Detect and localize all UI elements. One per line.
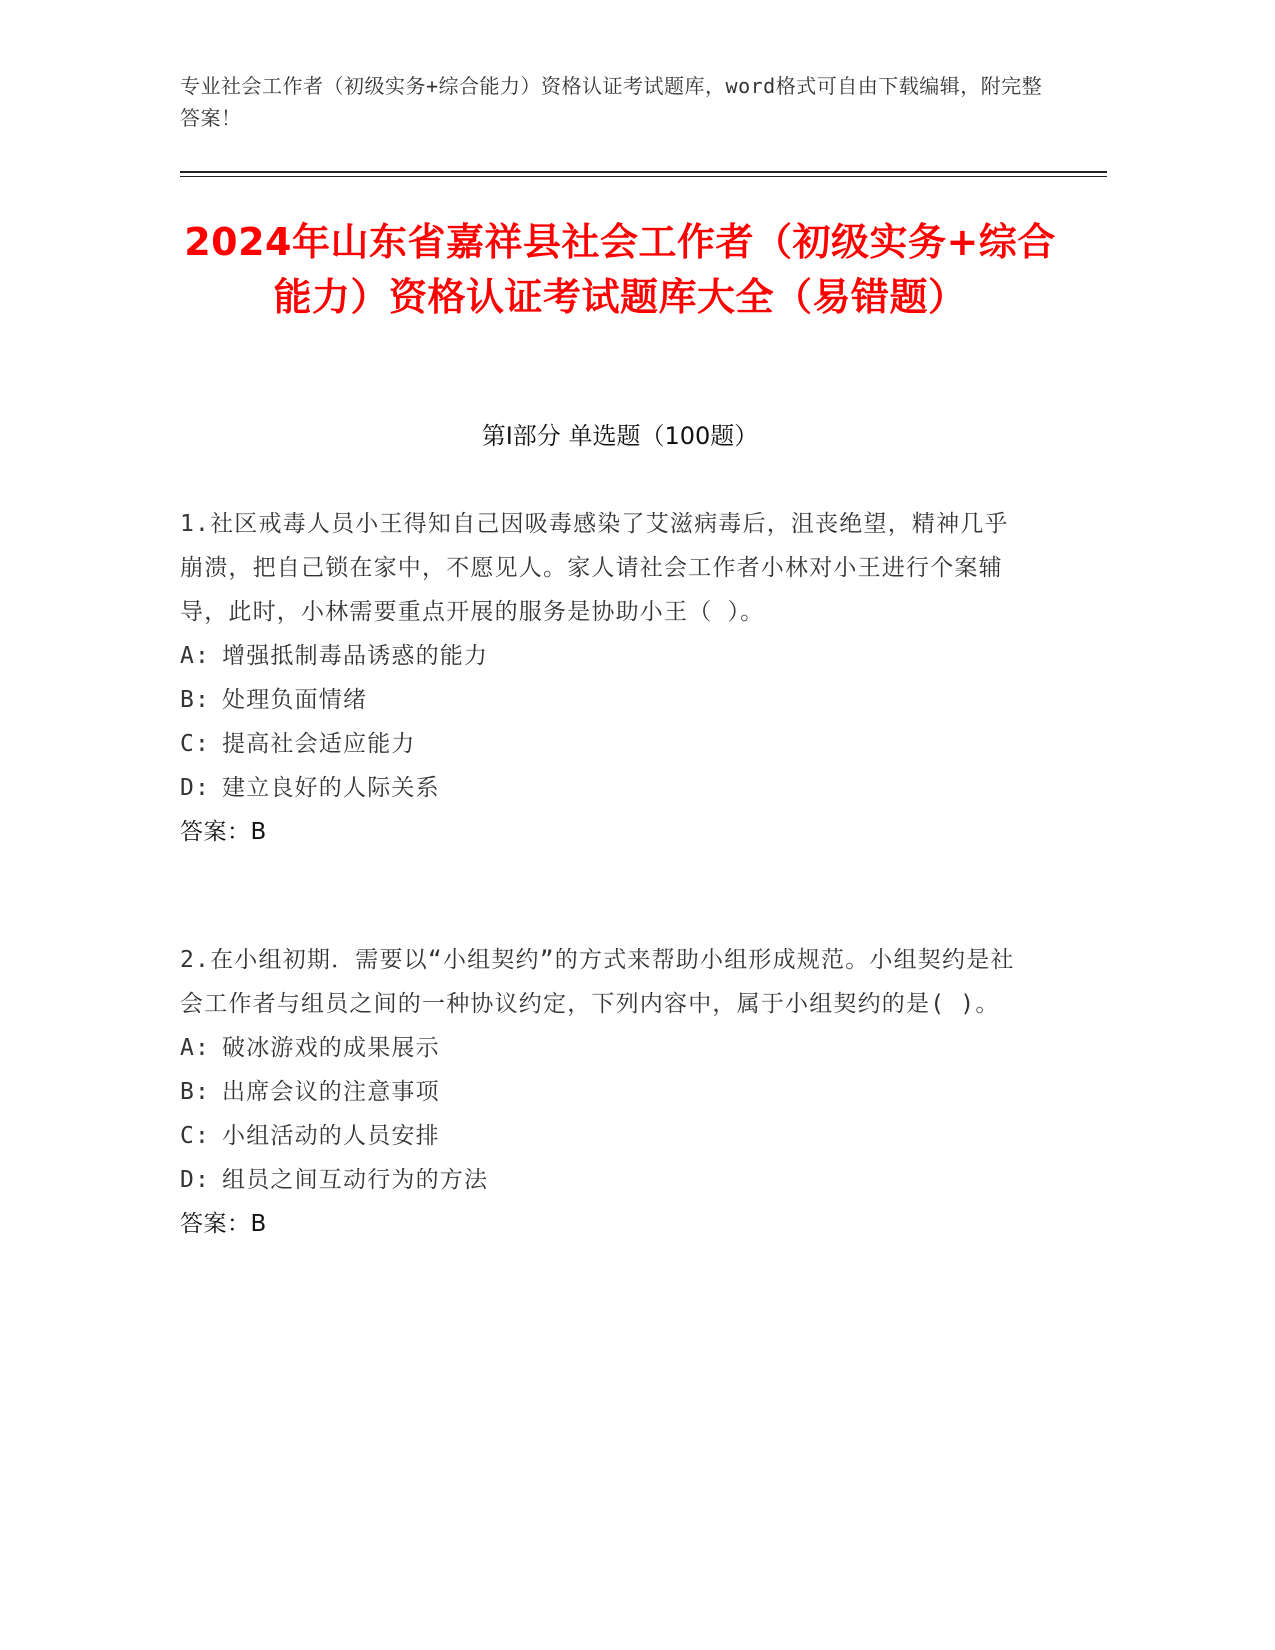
section-heading: 第I部分 单选题（100题）	[481, 422, 759, 450]
option-d	[180, 1158, 1020, 1202]
question-1	[180, 502, 1020, 854]
option-text: 增强抵制毒品诱惑的能力	[222, 643, 489, 669]
option-d	[180, 766, 1020, 810]
option-letter: B:	[180, 687, 211, 713]
header-note: 专业社会工作者（初级实务+综合能力）资格认证考试题库，word格式可自由下载编辑，附完整答案！	[180, 74, 1043, 130]
option-letter: C:	[180, 731, 211, 757]
option-letter: A:	[180, 643, 211, 669]
option-letter: B:	[180, 1079, 211, 1105]
option-a	[180, 634, 1020, 678]
option-text: 组员之间互动行为的方法	[222, 1167, 489, 1193]
option-text: 出席会议的注意事项	[222, 1079, 440, 1105]
question-stem: 1.社区戒毒人员小王得知自己因吸毒感染了艾滋病毒后，沮丧绝望，精神几乎崩溃，把自己锁在家中，不愿见人。家人请社会工作者小林对小王进行个案辅导，此时，小林需要重点开展的服务是协助小王（ ）。	[180, 511, 1009, 625]
header-rule-thick	[180, 171, 1107, 173]
option-text: 提高社会适应能力	[222, 731, 416, 757]
option-text: 破冰游戏的成果展示	[222, 1035, 440, 1061]
answer-line: 答案：B	[180, 819, 267, 845]
option-letter: A:	[180, 1035, 211, 1061]
question-stem: 2.在小组初期．需要以“小组契约”的方式来帮助小组形成规范。小组契约是社会工作者与组员之间的一种协议约定，下列内容中，属于小组契约的是( )。	[180, 947, 1015, 1017]
option-c	[180, 1114, 1020, 1158]
option-text: 建立良好的人际关系	[222, 775, 440, 801]
document-title: 2024年山东省嘉祥县社会工作者（初级实务+综合能力）资格认证考试题库大全（易错题）	[184, 220, 1056, 319]
option-b	[180, 1070, 1020, 1114]
option-letter: D:	[180, 775, 211, 801]
option-letter: D:	[180, 1167, 211, 1193]
answer-line: 答案：B	[180, 1211, 267, 1237]
header-rule-thin	[180, 176, 1107, 177]
option-c	[180, 722, 1020, 766]
option-letter: C:	[180, 1123, 211, 1149]
option-a	[180, 1026, 1020, 1070]
option-b	[180, 678, 1020, 722]
option-text: 小组活动的人员安排	[222, 1123, 440, 1149]
question-2	[180, 938, 1020, 1246]
option-text: 处理负面情绪	[222, 687, 368, 713]
